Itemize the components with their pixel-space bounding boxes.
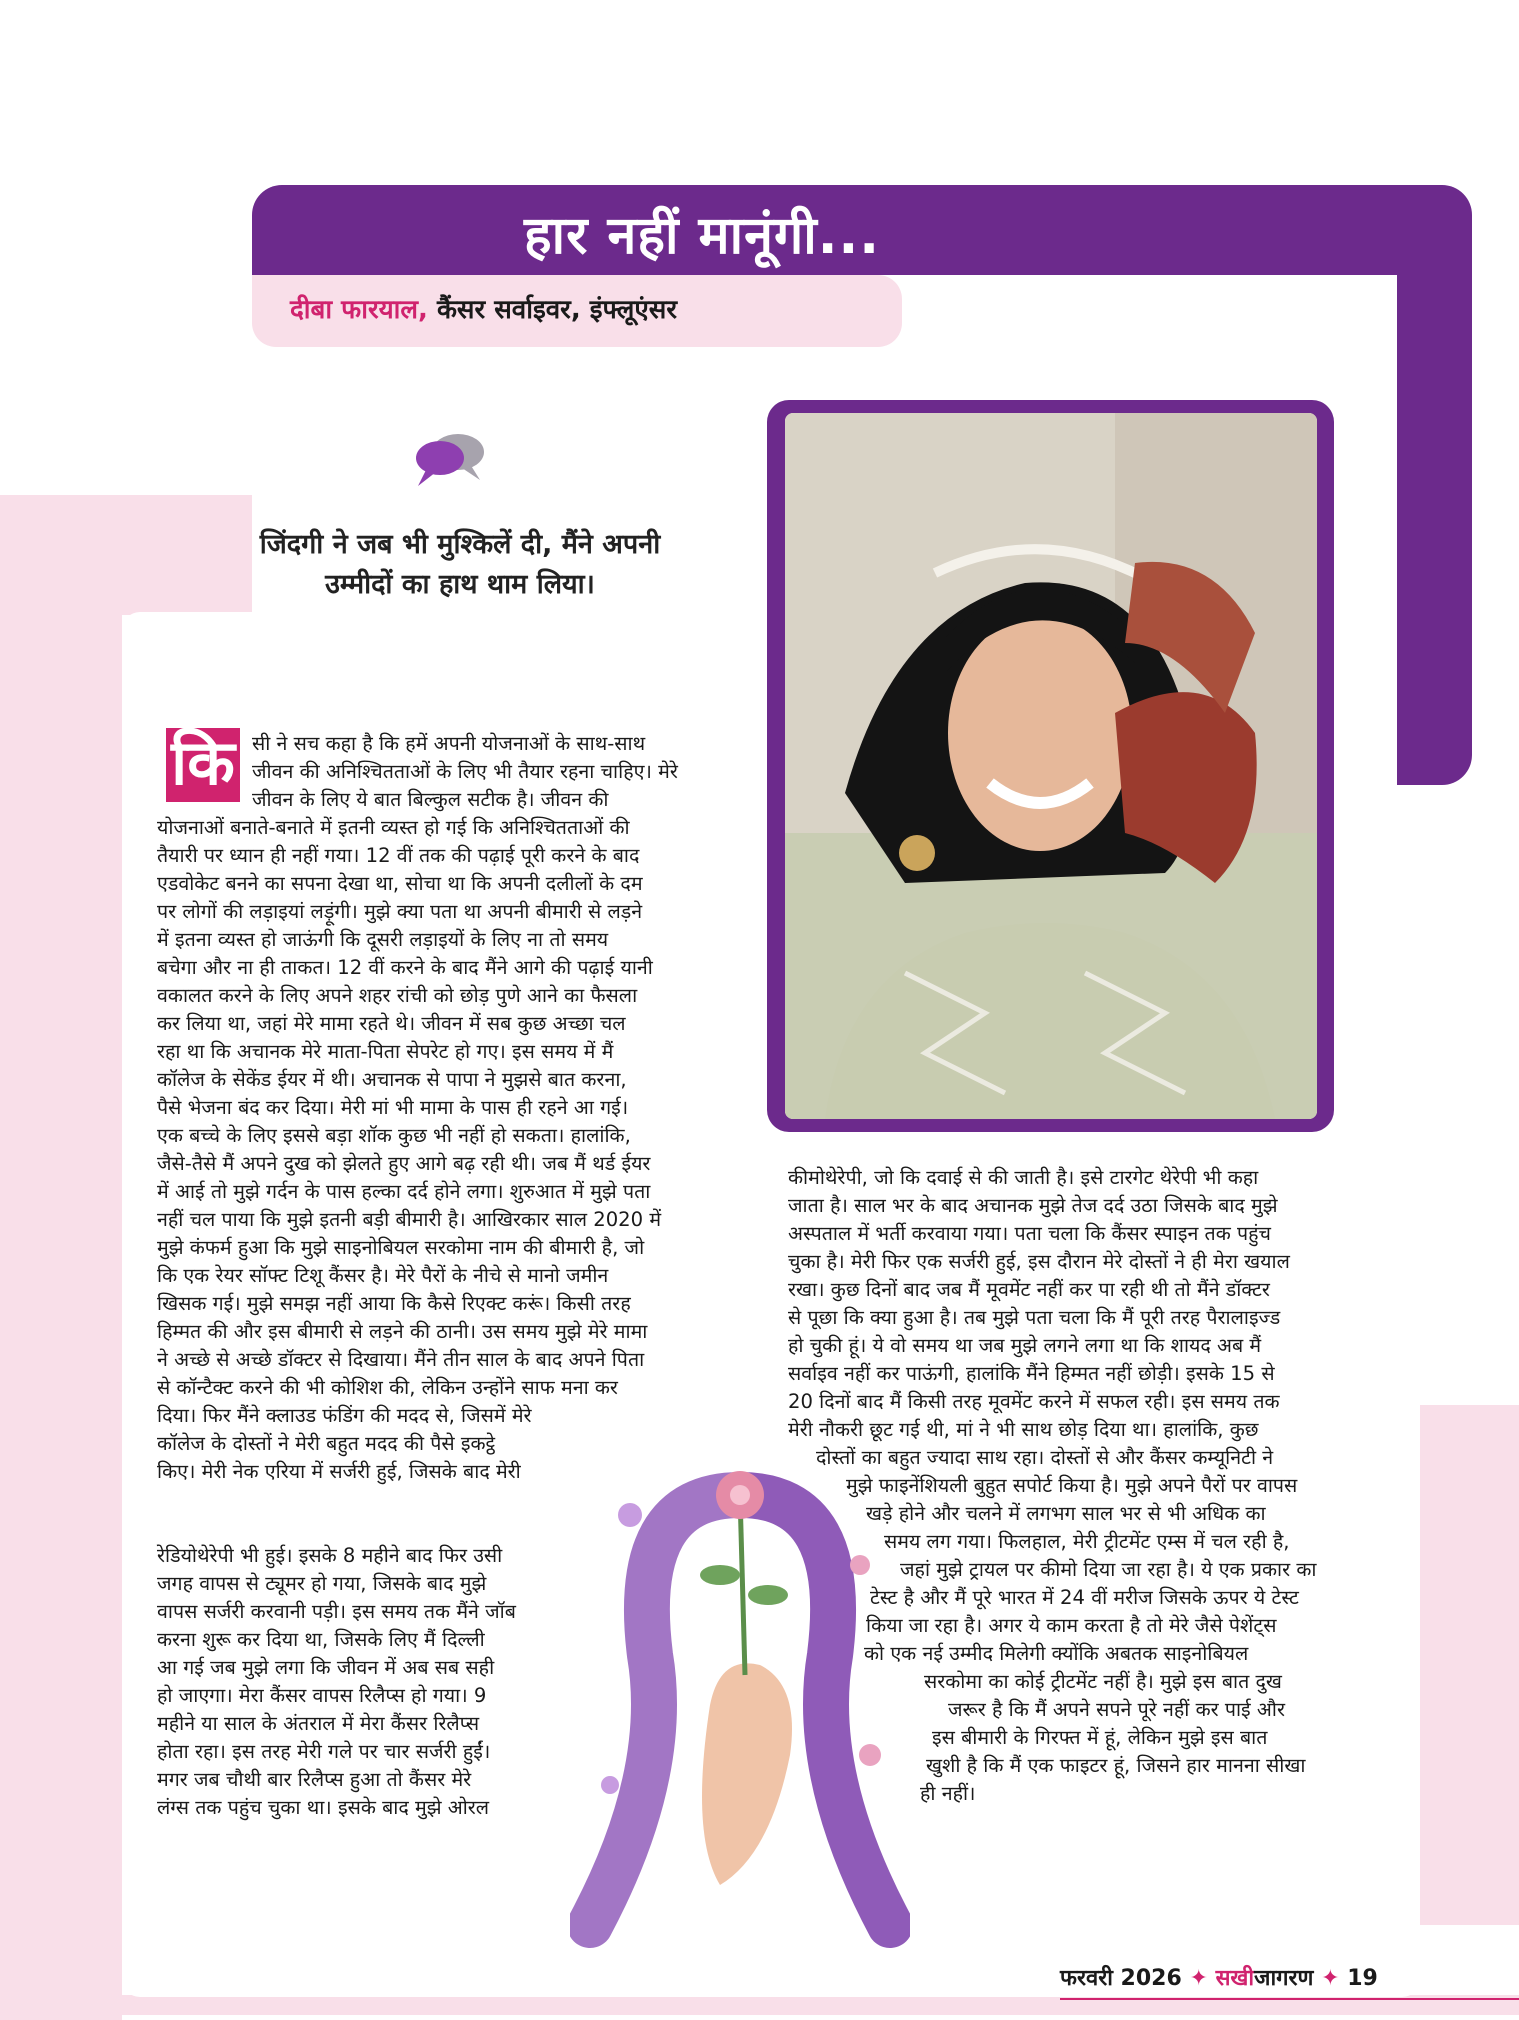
text-line: मेरी नौकरी छूट गई थी, मां ने भी साथ छोड़ दिया था। हालांकि, कुछ: [788, 1418, 1259, 1441]
text-line: एडवोकेट बनने का सपना देखा था, सोचा था कि अपनी दलीलों के दम: [157, 872, 643, 895]
text-line: समय लग गया। फिलहाल, मेरी ट्रीटमेंट एम्स में चल रही है,: [884, 1530, 1290, 1553]
text-line: जैसे-तैसे मैं अपने दुख को झेलते हुए आगे बढ़ रही थी। जब मैं थर्ड ईयर: [157, 1152, 651, 1175]
pull-quote: [200, 525, 720, 605]
text-line: खड़े होने और चलने में लगभग साल भर से भी अधिक का: [866, 1502, 1266, 1525]
text-line: में इतना व्यस्त हो जाऊंगी कि दूसरी लड़ाइयों के लिए ना तो समय: [157, 928, 609, 951]
text-line: कि एक रेयर सॉफ्ट टिशू कैंसर है। मेरे पैरों के नीचे से मानो जमीन: [157, 1264, 609, 1287]
text-line: दिया। फिर मैंने क्लाउड फंडिंग की मदद से, जिसमें मेरे: [157, 1404, 532, 1427]
text-line: टेस्ट है और मैं पूरे भारत में 24 वीं मरीज जिसके ऊपर ये टेस्ट: [870, 1586, 1299, 1609]
text-line: जाता है। साल भर के बाद अचानक मुझे तेज दर्द उठा जिसके बाद मुझे: [788, 1194, 1278, 1217]
pull-quote-line-1: जिंदगी ने जब भी मुश्किलें दी, मैंने अपनी: [259, 529, 661, 560]
text-line: कॉलेज के दोस्तों ने मेरी बहुत मदद की पैसे इकट्ठे: [157, 1432, 496, 1455]
pink-background-left: [0, 610, 122, 2020]
text-line: किया जा रहा है। अगर ये काम करता है तो मेरे जैसे पेशेंट्स: [866, 1614, 1277, 1637]
text-line: आ गई जब मुझे लगा कि जीवन में अब सब सही: [157, 1656, 495, 1679]
text-line: चुका है। मेरी फिर एक सर्जरी हुई, इस दौरान मेरे दोस्तों ने ही मेरा खयाल: [788, 1250, 1290, 1273]
text-line: ही नहीं।: [920, 1782, 976, 1805]
text-line: से पूछा कि क्या हुआ है। तब मुझे पता चला कि मैं पूरी तरह पैरालाइज्ड: [788, 1306, 1281, 1329]
issue-date: फरवरी 2026: [1060, 1966, 1182, 1991]
text-line: हो जाएगा। मेरा कैंसर वापस रिलैप्स हो गया। 9: [157, 1684, 487, 1707]
text-line: करना शुरू कर दिया था, जिसके लिए मैं दिल्ली: [157, 1628, 485, 1651]
text-line: जीवन के लिए ये बात बिल्कुल सटीक है। जीवन की: [252, 788, 609, 811]
text-line: सर्वाइव नहीं कर पाऊंगी, हालांकि मैंने हिम्मत नहीं छोड़ी। इसके 15 से: [788, 1362, 1275, 1385]
pink-background-right: [1420, 1405, 1519, 1925]
text-line: होता रहा। इस तरह मेरी गले पर चार सर्जरी हुईं।: [157, 1740, 491, 1763]
text-line: खिसक गई। मुझे समझ नहीं आया कि कैसे रिएक्ट करूं। किसी तरह: [157, 1292, 631, 1315]
text-line: हो चुकी हूं। ये वो समय था जब मुझे लगने लगा था कि शायद अब मैं: [788, 1334, 1262, 1357]
byline: [290, 290, 677, 326]
article-column-1-intro: [252, 730, 678, 814]
text-line: जीवन की अनिश्चितताओं के लिए भी तैयार रहना चाहिए। मेरे: [252, 760, 678, 783]
text-line: मगर जब चौथी बार रिलैप्स हुआ तो कैंसर मेरे: [157, 1768, 472, 1791]
star-icon: ✦: [1321, 1966, 1340, 1991]
text-line: इस बीमारी के गिरफ्त में हूं, लेकिन मुझे इस बात: [932, 1726, 1268, 1749]
article-title: हार नहीं मानूंगी...: [524, 206, 880, 266]
article-column-1-continued: [157, 1542, 516, 1822]
text-line: सरकोमा का कोई ट्रीटमेंट नहीं है। मुझे इस बात दुख: [924, 1670, 1282, 1693]
article-column-1: [157, 814, 661, 1486]
drop-cap: कि: [166, 728, 240, 802]
text-line: मुझे कंफर्म हुआ कि मुझे साइनोबियल सरकोमा नाम की बीमारी है, जो: [157, 1236, 645, 1259]
text-line: दोस्तों का बहुत ज्यादा साथ रहा। दोस्तों से और कैंसर कम्यूनिटी ने: [816, 1446, 1274, 1469]
text-line: पर लोगों की लड़ाइयां लड़ूंगी। मुझे क्या पता था अपनी बीमारी से लड़ने: [157, 900, 643, 923]
text-line: पैसे भेजना बंद कर दिया। मेरी मां भी मामा के पास ही रहने आ गई।: [157, 1096, 629, 1119]
text-line: जहां मुझे ट्रायल पर कीमो दिया जा रहा है। ये एक प्रकार का: [900, 1558, 1317, 1581]
text-line: रहा था कि अचानक मेरे माता-पिता सेपरेट हो गए। इस समय में मैं: [157, 1040, 614, 1063]
text-line: 20 दिनों बाद मैं किसी तरह मूवमेंट करने में सफल रही। इस समय तक: [788, 1390, 1280, 1413]
pull-quote-line-2: उम्मीदों का हाथ थाम लिया।: [325, 569, 595, 600]
text-line: अस्पताल में भर्ती करवाया गया। पता चला कि कैंसर स्पाइन तक पहुंच: [788, 1222, 1271, 1245]
page-footer: [1060, 1962, 1378, 1992]
text-line: ने अच्छे से अच्छे डॉक्टर से दिखाया। मैंने तीन साल के बाद अपने पिता: [157, 1348, 645, 1371]
text-line: रखा। कुछ दिनों बाद जब मैं मूवमेंट नहीं कर पा रही थी तो मैंने डॉक्टर: [788, 1278, 1270, 1301]
text-line: को एक नई उम्मीद मिलेगी क्योंकि अबतक साइनोबियल: [864, 1642, 1249, 1665]
text-line: खुशी है कि मैं एक फाइटर हूं, जिसने हार मानना सीखा: [926, 1754, 1306, 1777]
text-line: एक बच्चे के लिए इससे बड़ा शॉक कुछ भी नहीं हो सकता। हालांकि,: [157, 1124, 631, 1147]
text-line: में आई तो मुझे गर्दन के पास हल्का दर्द होने लगा। शुरुआत में मुझे पता: [157, 1180, 651, 1203]
page-number: 19: [1347, 1966, 1378, 1991]
text-line: लंग्स तक पहुंच चुका था। इसके बाद मुझे ओरल: [157, 1796, 490, 1819]
text-line: हिम्मत की और इस बीमारी से लड़ने की ठानी। उस समय मुझे मेरे मामा: [157, 1320, 648, 1343]
text-line: जरूर है कि मैं अपने सपने पूरे नहीं कर पाई और: [948, 1698, 1285, 1721]
text-line: मुझे फाइनेंशियली बुहुत सपोर्ट किया है। मुझे अपने पैरों पर वापस: [846, 1474, 1298, 1497]
speech-bubbles-icon: [412, 430, 492, 490]
text-line: वापस सर्जरी करवानी पड़ी। इस समय तक मैंने जॉब: [157, 1600, 516, 1623]
author-photo: [785, 413, 1317, 1119]
footer-rule: [1060, 1998, 1519, 2000]
text-line: योजनाओं बनाते-बनाते में इतनी व्यस्त हो गई कि अनिश्चितताओं की: [157, 816, 630, 839]
brand-jagran: जागरण: [1254, 1966, 1314, 1991]
text-line: से कॉन्टैक्ट करने की भी कोशिश की, लेकिन उन्होंने साफ मना कर: [157, 1376, 618, 1399]
text-line: बचेगा और ना ही ताकत। 12 वीं करने के बाद मैंने आगे की पढ़ाई यानी: [157, 956, 653, 979]
text-line: वकालत करने के लिए अपने शहर रांची को छोड़ पुणे आने का फैसला: [157, 984, 638, 1007]
star-icon: ✦: [1189, 1966, 1208, 1991]
author-name: दीबा फारयाल,: [290, 295, 428, 325]
text-line: नहीं चल पाया कि मुझे इतनी बड़ी बीमारी है। आखिरकार साल 2020 में: [157, 1208, 662, 1231]
text-line: रेडियोथेरेपी भी हुई। इसके 8 महीने बाद फिर उसी: [157, 1544, 503, 1567]
text-line: सी ने सच कहा है कि हमें अपनी योजनाओं के साथ-साथ: [252, 732, 646, 755]
text-line: किए। मेरी नेक एरिया में सर्जरी हुई, जिसके बाद मेरी: [157, 1460, 521, 1483]
text-line: कॉलेज के सेकेंड ईयर में थी। अचानक से पापा ने मुझसे बात करना,: [157, 1068, 627, 1091]
text-line: तैयारी पर ध्यान ही नहीं गया। 12 वीं तक की पढ़ाई पूरी करने के बाद: [157, 844, 640, 867]
text-line: कर लिया था, जहां मेरे मामा रहते थे। जीवन में सब कुछ अच्छा चल: [157, 1012, 626, 1035]
article-column-2: [788, 1164, 1317, 1808]
text-line: कीमोथेरेपी, जो कि दवाई से की जाती है। इसे टारगेट थेरेपी भी कहा: [788, 1166, 1259, 1189]
author-role: कैंसर सर्वाइवर, इंफ्लूएंसर: [436, 295, 677, 325]
text-line: महीने या साल के अंतराल में मेरा कैंसर रिलैप्स: [157, 1712, 480, 1735]
text-line: जगह वापस से ट्यूमर हो गया, जिसके बाद मुझे: [157, 1572, 487, 1595]
brand-sakhi: सखी: [1215, 1966, 1255, 1991]
